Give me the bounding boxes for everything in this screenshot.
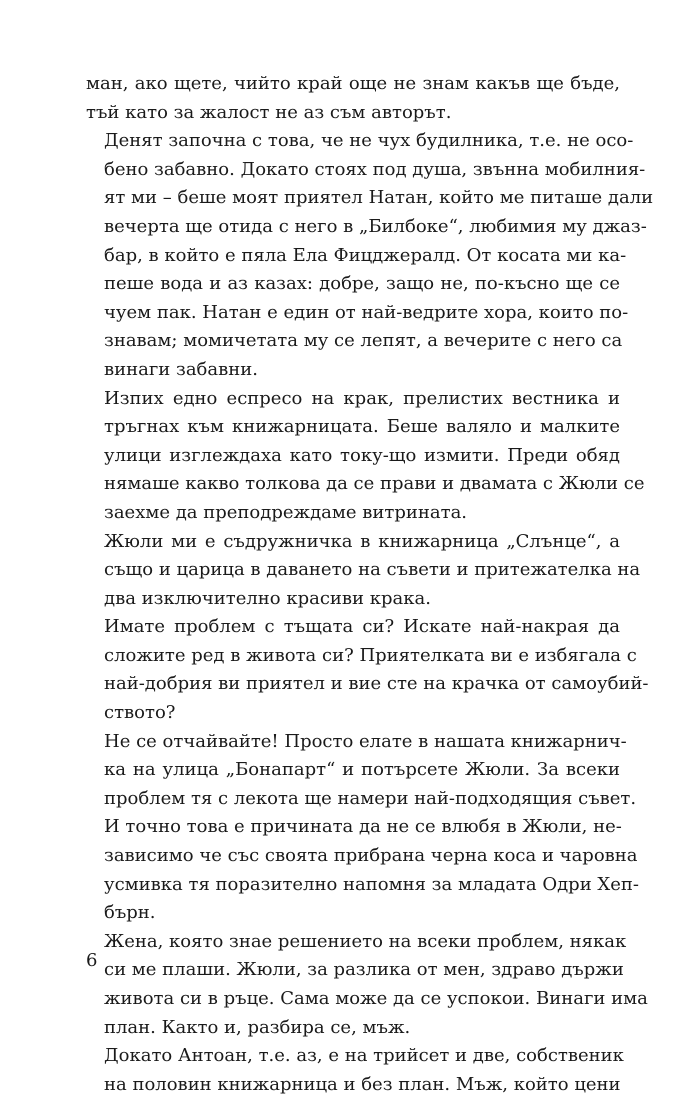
paragraph <box>86 928 648 1042</box>
text-line: зависимо че със своята прибрана черна коса и чаровна <box>104 845 638 867</box>
text-line: бено забавно. Докато стоях под душа, звънна мобилния- <box>104 158 646 180</box>
text-line: живота си в ръце. Сама може да се успокои. Винаги има <box>104 988 648 1009</box>
text-line: Изпих едно еспресо на крак, прелистих вестника и <box>104 387 620 409</box>
text-line: улици изглеждаха като току-що измити. Преди обяд <box>104 444 620 466</box>
text-line: усмивка тя поразително напомня за младата Одри Хеп- <box>104 873 639 895</box>
text-line: Жена, която знае решението на всеки проблем, някак <box>104 930 627 952</box>
paragraph <box>86 127 654 384</box>
text-line: Жюли ми е съдружничка в книжарница „Слънце“, а <box>104 530 620 552</box>
paragraph <box>86 385 645 528</box>
text-line: план. Както и, разбира се, мъж. <box>104 1016 411 1038</box>
page-number: 6 <box>86 950 98 971</box>
text-line: заехме да преподреждаме витрината. <box>104 501 468 523</box>
text-line: сложите ред в живота си? Приятелката ви е избягала с <box>104 644 637 666</box>
text-line: на половин книжарница и без план. Мъж, който цени <box>104 1073 621 1095</box>
text-line: Докато Антоан, т.е. аз, е на трийсет и две, собственик <box>104 1045 624 1067</box>
text-line: тръгнах към книжарницата. Беше валяло и малките <box>104 416 620 438</box>
text-line: Не се отчайвайте! Просто елате в нашата книжарнич- <box>104 730 627 752</box>
text-line: ят ми – беше моят приятел Натан, който ме питаше дали <box>104 187 654 209</box>
text-line: ството? <box>104 702 176 724</box>
text-line: винаги забавни. <box>104 358 258 380</box>
paragraph <box>86 528 641 614</box>
text-line: два изключително красиви крака. <box>104 587 431 609</box>
text-line: Денят започна с това, че не чух будилника, т.е. не осо- <box>104 130 634 152</box>
text-line: бърн. <box>104 902 156 924</box>
text-line: И точно това е причината да не се влюбя в Жюли, не- <box>104 816 622 838</box>
text-line: знавам; момичетата му се лепят, а вечерите с него са <box>104 330 623 352</box>
text-line: Имате проблем с тъщата си? Искате най-накрая да <box>104 616 620 638</box>
paragraph <box>86 813 639 927</box>
text-line: ман, ако щете, чийто край още не знам какъв ще бъде, <box>86 73 620 94</box>
book-page-body <box>86 70 654 1099</box>
text-line: пеше вода и аз казах: добре, защо не, по-късно ще се <box>104 273 620 295</box>
text-line: тъй като за жалост не аз съм авторът. <box>86 101 452 123</box>
text-line: нямаше какво толкова да се прави и двамата с Жюли се <box>104 473 645 495</box>
paragraph <box>86 70 620 127</box>
paragraph <box>86 1042 624 1099</box>
text-line: си ме плаши. Жюли, за разлика от мен, здраво държи <box>104 959 624 981</box>
text-line: също и царица в даването на съвети и притежателка на <box>104 559 641 581</box>
text-line: проблем тя с лекота ще намери най-подходящия съвет. <box>104 787 637 809</box>
text-line: бар, в който е пяла Ела Фицджералд. От косата ми ка- <box>104 244 627 266</box>
text-line: най-добрия ви приятел и вие сте на крачка от самоубий- <box>104 673 649 695</box>
text-line: ка на улица „Бонапарт“ и потърсете Жюли. За всеки <box>104 759 620 781</box>
paragraph <box>86 728 637 814</box>
text-line: вечерта ще отида с него в „Билбоке“, любимия му джаз- <box>104 215 647 237</box>
text-line: чуем пак. Натан е един от най-ведрите хора, които по- <box>104 301 629 323</box>
paragraph <box>86 613 649 727</box>
